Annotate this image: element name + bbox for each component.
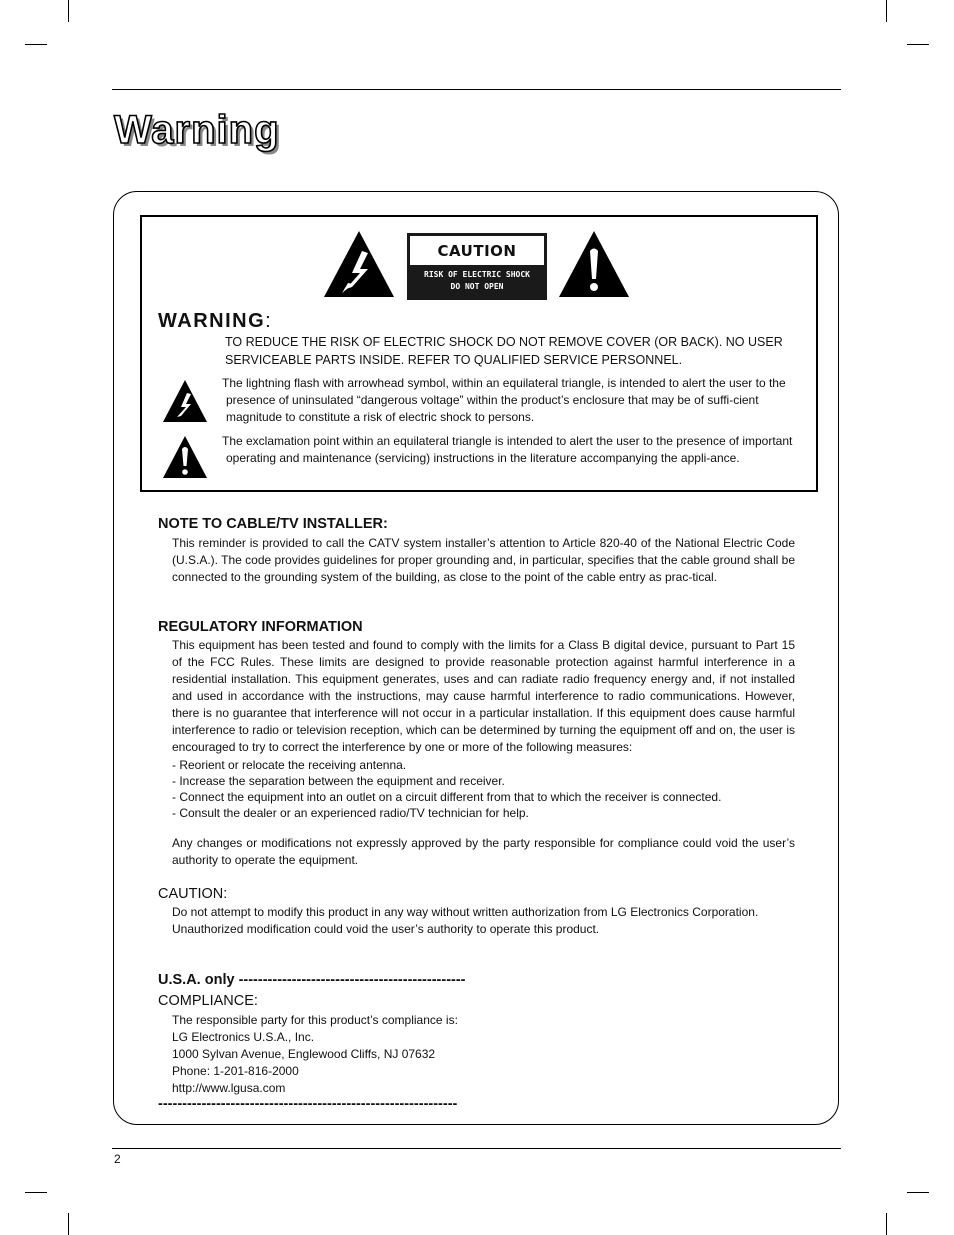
measure-item: - Consult the dealer or an experienced radio/TV technician for help. — [172, 806, 529, 820]
exclamation-explanation-text: The exclamation point within an equilateral triangle is intended to alert the user to the presence of important operating and maintenance (servicing) instructions in the literature accompanying the appli-ance. — [222, 434, 793, 465]
caution-text: Do not attempt to modify this product in any way without written authorization from LG Electronics Corporation. Unauthorized modification could void the user’s authority to operate this product. — [172, 905, 759, 936]
caution-label-line2: DO NOT OPEN — [450, 282, 504, 291]
lightning-triangle-icon — [322, 229, 396, 299]
regulatory-text: This equipment has been tested and found to comply with the limits for a Class B digital device, pursuant to Part 15 of the FCC Rules. These limits are designed to provide reasonable protection against harmful interference in a residential installation. This equipment generates, uses and can radiate radio frequency energy and, if not installed and used in accordance with the instructions, may cause harmful interference to radio communications. However, there is no guarantee that interference will not occur in a particular installation. If this equipment does cause harmful interference to radio or television reception, which can be determined by turning the equipment off and on, the user is encouraged to try to correct the interference by one or more of the following measures: — [172, 638, 795, 754]
cable-installer-heading: NOTE TO CABLE/TV INSTALLER: — [158, 516, 388, 532]
exclamation-small-icon — [162, 435, 208, 484]
crop-mark — [68, 1213, 69, 1235]
footer-rule — [112, 1148, 841, 1149]
warning-text: TO REDUCE THE RISK OF ELECTRIC SHOCK DO NOT REMOVE COVER (OR BACK). NO USER SERVICEABLE PARTS INSIDE. REFER TO QUALIFIED SERVICE PERSONNEL. — [225, 335, 783, 367]
regulatory-changes-text: Any changes or modifications not expressly approved by the party responsible for compliance could void the user’s authority to operate the equipment. — [172, 836, 795, 867]
crop-mark — [25, 1192, 47, 1193]
caution-heading: CAUTION: — [158, 886, 228, 902]
compliance-heading: COMPLIANCE: — [158, 993, 258, 1009]
compliance-lines — [172, 1012, 795, 1097]
usa-only-heading: U.S.A. only ----------------------------------------------- — [158, 972, 466, 988]
crop-mark — [907, 44, 929, 45]
exclamation-triangle-icon — [557, 229, 631, 299]
regulatory-measures — [172, 757, 795, 821]
compliance-line: The responsible party for this product’s compliance is: — [172, 1013, 458, 1027]
crop-mark — [907, 1192, 929, 1193]
page-title: Warning — [114, 108, 280, 152]
measure-item: - Reorient or relocate the receiving antenna. — [172, 758, 407, 772]
warning-heading-colon: : — [265, 310, 273, 332]
caution-label — [407, 233, 547, 300]
crop-mark — [886, 0, 887, 22]
compliance-line: Phone: 1-201-816-2000 — [172, 1064, 299, 1078]
website-link[interactable]: http://www.lgusa.com — [172, 1081, 286, 1095]
warning-heading — [158, 310, 272, 333]
caution-label-line1: RISK OF ELECTRIC SHOCK — [424, 270, 530, 279]
cable-installer-text: This reminder is provided to call the CATV system installer’s attention to Article 820-40 of the National Electric Code (U.S.A.). The code provides guidelines for proper grounding and, in particular, specifies that the cable ground shall be connected to the grounding system of the building, as close to the point of the cable entry as prac-tical. — [172, 536, 795, 584]
crop-mark — [886, 1213, 887, 1235]
warning-box — [140, 215, 818, 492]
measure-item: - Increase the separation between the equipment and receiver. — [172, 774, 505, 788]
warning-heading-text: WARNING — [158, 310, 266, 332]
compliance-line: LG Electronics U.S.A., Inc. — [172, 1030, 315, 1044]
header-rule — [112, 89, 841, 90]
compliance-line: 1000 Sylvan Avenue, Englewood Cliffs, NJ 07632 — [172, 1047, 436, 1061]
caution-label-title: CAUTION — [410, 236, 544, 265]
crop-mark — [25, 44, 47, 45]
lightning-small-icon — [162, 379, 208, 428]
measure-item: - Connect the equipment into an outlet on a circuit different from that to which the receiver is connected. — [172, 790, 722, 804]
crop-mark — [68, 0, 69, 22]
regulatory-heading: REGULATORY INFORMATION — [158, 619, 363, 635]
page-number: 2 — [114, 1152, 121, 1166]
closing-rule: -------------------------------------------------------------- — [158, 1096, 458, 1112]
lightning-explanation-text: The lightning flash with arrowhead symbol, within an equilateral triangle, is intended to alert the user to the presence of uninsulated “dangerous voltage” within the product’s enclosure that may be of suffi-cient magnitude to constitute a risk of electric shock to persons. — [222, 376, 786, 424]
